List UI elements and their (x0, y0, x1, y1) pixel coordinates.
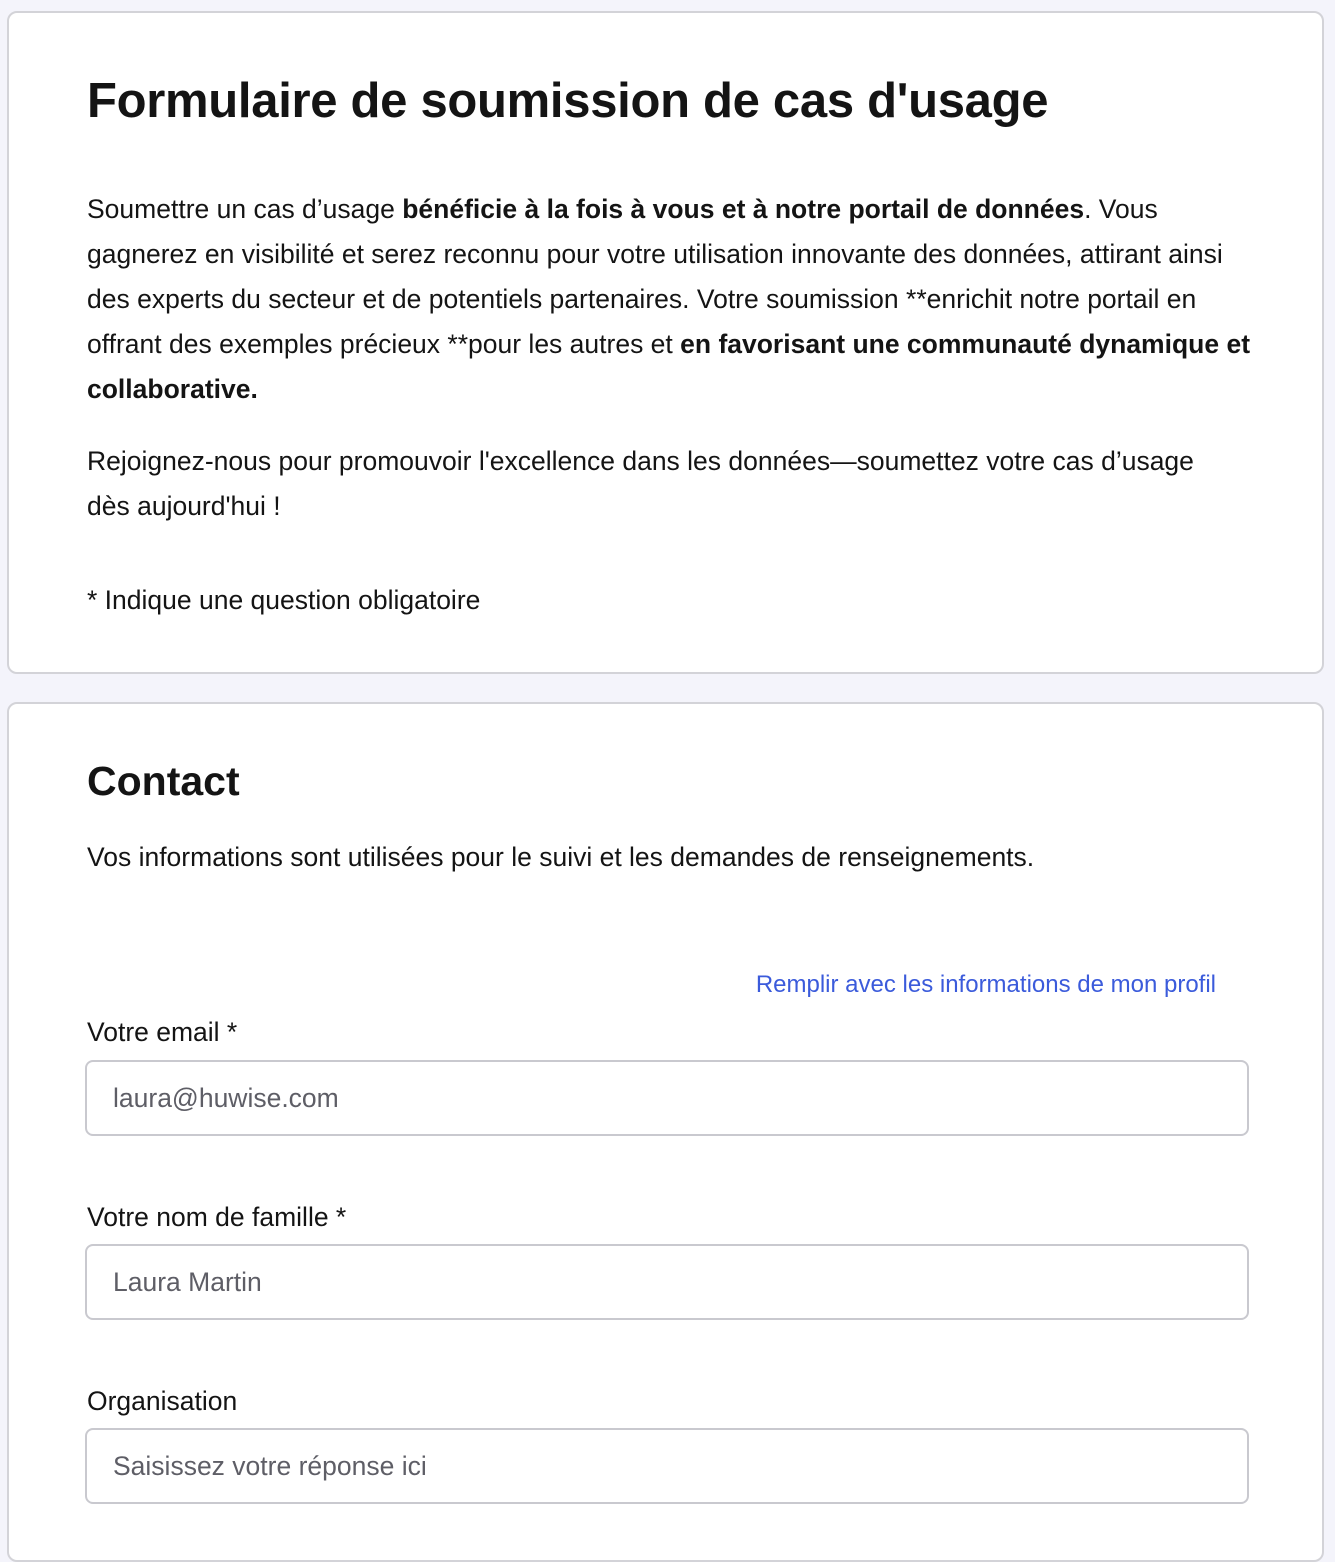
contact-card (7, 702, 1324, 1562)
email-label: Votre email * (87, 1017, 238, 1047)
section-title-contact: Contact (87, 758, 240, 804)
intro-card (7, 11, 1324, 674)
intro-text-part: . Vous gagnerez en visibilité et serez reconnu pour votre utilisation innovante des données, attirant ainsi des experts du secteur et de potentiels partenaires. Votre soumission **enrichit notre portail en offrant des exemples précieux **pour les autres et (87, 194, 1223, 359)
required-note: * Indique une question obligatoire (87, 585, 481, 615)
form-title: Formulaire de soumission de cas d'usage (87, 74, 1049, 128)
intro-bold-benefit: bénéficie à la fois à vous et à notre portail de données (402, 194, 1085, 224)
lastname-label: Votre nom de famille * (87, 1202, 347, 1232)
intro-paragraph (87, 187, 1262, 412)
email-field[interactable] (85, 1060, 1249, 1136)
intro-bold-community: en favorisant une communauté dynamique et collaborative. (87, 329, 1251, 404)
intro-text-part: Soumettre un cas d’usage (87, 194, 403, 224)
section-description: Vos informations sont utilisées pour le suivi et les demandes de renseignements. (87, 842, 1035, 872)
prefill-profile-link[interactable]: Remplir avec les informations de mon profil (755, 971, 1216, 998)
intro-call-to-action: Rejoignez-nous pour promouvoir l'excellence dans les données—soumettez votre cas d’usage dès aujourd'hui ! (87, 446, 1194, 521)
lastname-field[interactable] (85, 1244, 1249, 1320)
organisation-label: Organisation (87, 1386, 238, 1416)
organisation-field[interactable] (85, 1428, 1249, 1504)
